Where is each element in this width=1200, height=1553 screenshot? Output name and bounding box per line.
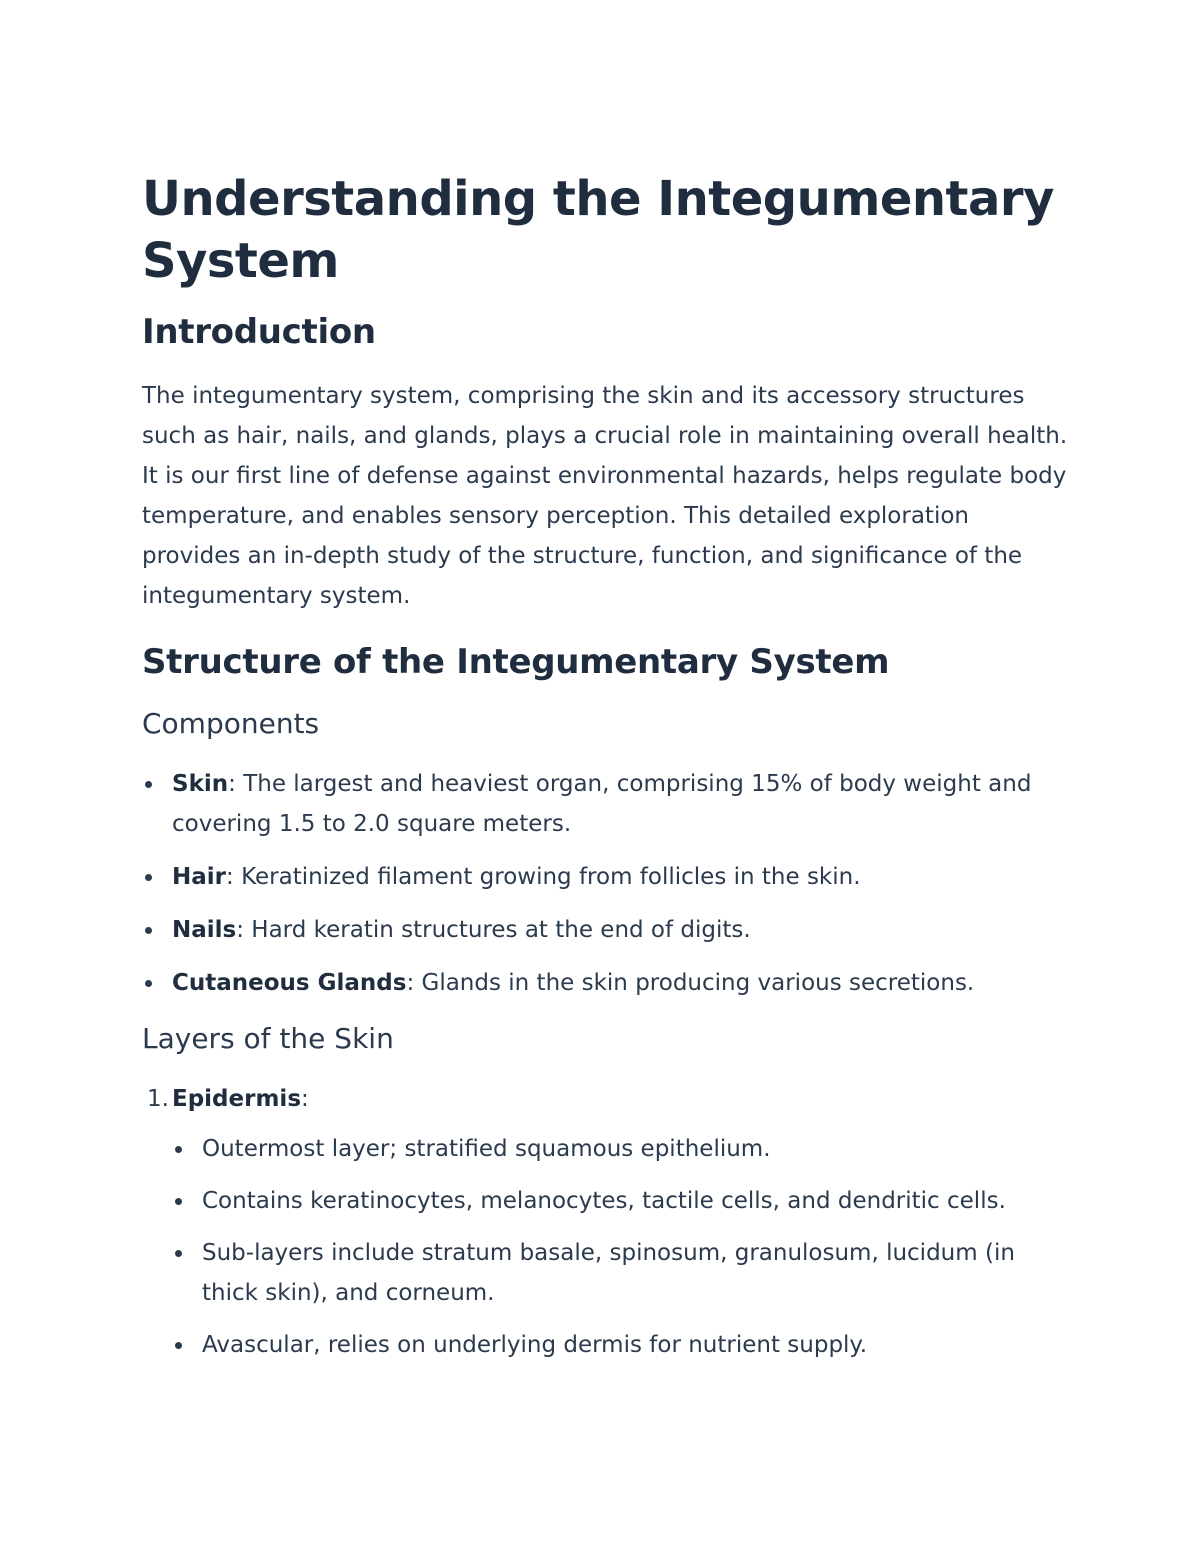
list-item: Avascular, relies on underlying dermis for nutrient supply.: [172, 1325, 1072, 1365]
document-page: [142, 168, 1072, 1377]
list-item-separator: :: [228, 771, 244, 797]
list-item-separator: :: [406, 970, 422, 996]
list-item: Contains keratinocytes, melanocytes, tactile cells, and dendritic cells.: [172, 1181, 1072, 1221]
list-item: Outermost layer; stratified squamous epithelium.: [172, 1129, 1072, 1169]
list-item: [142, 963, 1072, 1003]
list-item: [142, 857, 1072, 897]
list-item-term: Hair: [172, 864, 226, 890]
list-item-term: Epidermis: [172, 1086, 302, 1112]
list-item: [142, 1079, 1072, 1365]
components-list: [142, 764, 1072, 1003]
list-item-text: The largest and heaviest organ, comprising 15% of body weight and covering 1.5 to 2.0 square meters.: [172, 771, 1032, 837]
introduction-paragraph: The integumentary system, comprising the skin and its accessory structures such as hair, nails, and glands, plays a crucial role in maintaining overall health. It is our first line of defense against environmental hazards, helps regulate body temperature, and enables sensory perception. This detailed exploration provides an in-depth study of the structure, function, and significance of the integumentary system.: [142, 383, 1068, 609]
list-item-text: Glands in the skin producing various secretions.: [421, 970, 975, 996]
document-title: Understanding the Integumentary System: [142, 171, 1054, 289]
list-item: [142, 910, 1072, 950]
layers-heading: Layers of the Skin: [142, 1022, 394, 1055]
epidermis-points: [172, 1129, 1072, 1365]
list-item-separator: :: [226, 864, 242, 890]
layers-list: [142, 1079, 1072, 1365]
list-item-term: Skin: [172, 771, 229, 797]
list-item: [142, 764, 1072, 844]
list-item-term: Nails: [172, 917, 237, 943]
introduction-heading: Introduction: [142, 312, 376, 352]
list-item-separator: :: [236, 917, 252, 943]
list-item: Sub-layers include stratum basale, spinosum, granulosum, lucidum (in thick skin), and corneum.: [172, 1233, 1072, 1313]
list-item-text: Keratinized filament growing from follicles in the skin.: [241, 864, 861, 890]
list-item-text: Hard keratin structures at the end of digits.: [251, 917, 751, 943]
list-item-term: Cutaneous Glands: [172, 970, 407, 996]
components-heading: Components: [142, 707, 320, 740]
structure-heading: Structure of the Integumentary System: [142, 642, 890, 682]
list-item-separator: :: [301, 1086, 309, 1112]
list-item-number: 1.: [147, 1086, 169, 1112]
